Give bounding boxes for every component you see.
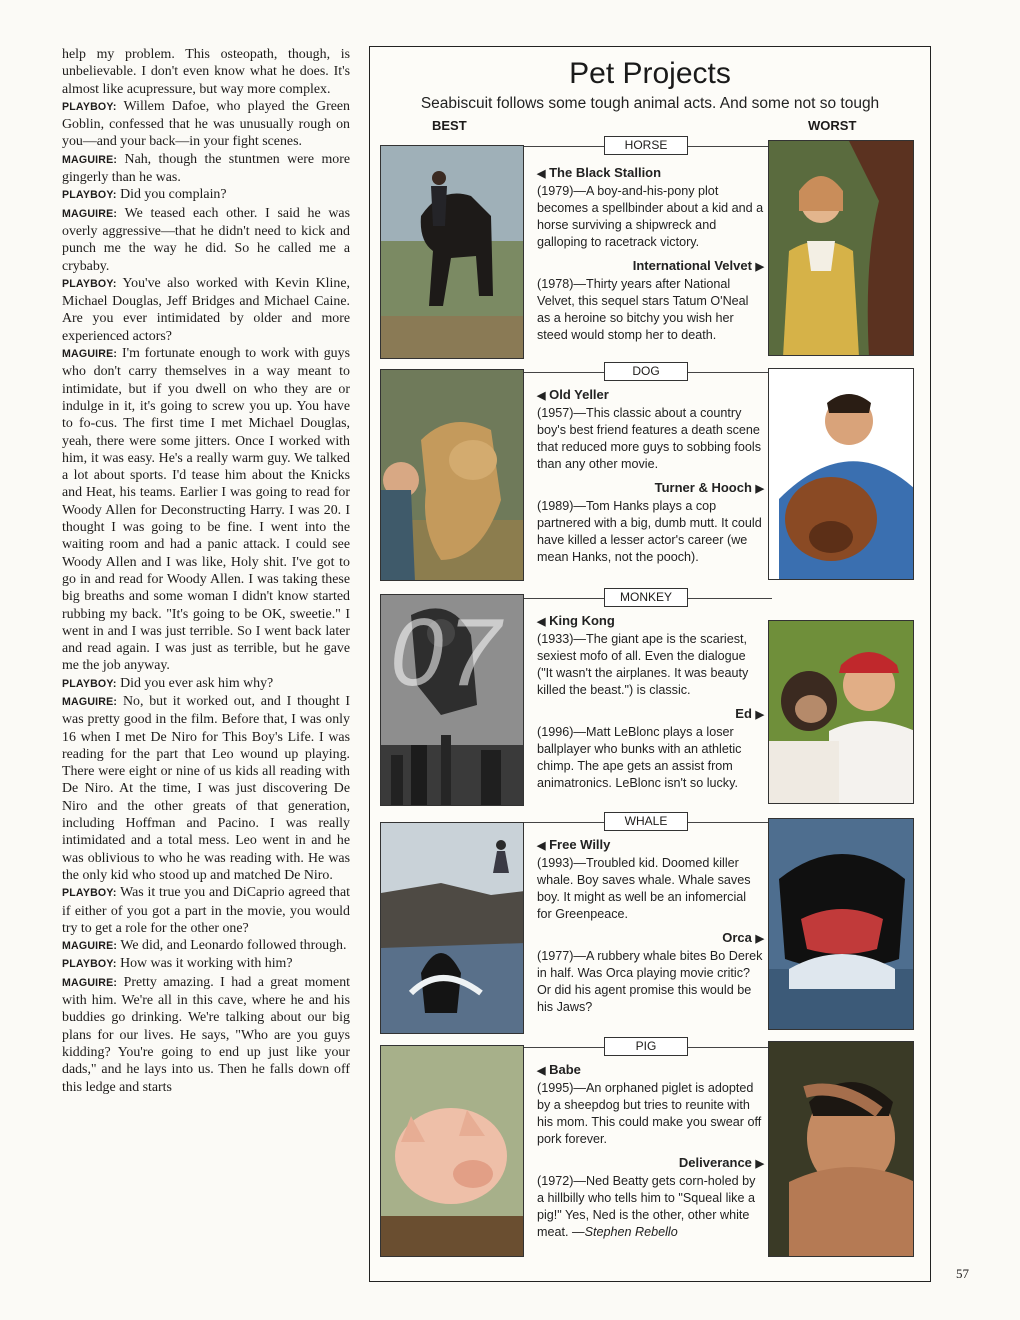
worst-movie-desc: (1972)—Ned Beatty gets corn-holed by a hillbilly who tells him to "Squeal like a pig!" Yes, Ned is the other, other white meat. —Stephen Rebello bbox=[537, 1174, 756, 1239]
left-triangle-icon: ◀ bbox=[537, 616, 546, 628]
section-horse bbox=[370, 136, 930, 358]
best-movie-desc: (1979)—A boy-and-his-pony plot becomes a spellbinder about a kid and a horse surviving a shipwreck and galloping to racetrack victory. bbox=[537, 184, 764, 249]
interview-paragraph: PLAYBOY: You've also worked with Kevin Kline, Michael Douglas, Jeff Bridges and Michael Caine. Are you ever intimidated by older and more experienced actors? bbox=[62, 275, 350, 344]
right-triangle-icon: ▶ bbox=[755, 933, 764, 945]
worst-movie-title: International Velvet ▶ bbox=[632, 258, 764, 273]
worst-movie-title: Orca ▶ bbox=[722, 930, 764, 945]
deliverance-photo bbox=[768, 1041, 914, 1257]
speaker-label: MAGUIRE: bbox=[62, 153, 118, 166]
photo-image bbox=[769, 819, 914, 1030]
interview-paragraph: MAGUIRE: No, but it worked out, and I thought I was pretty good in the film. Before that, I was only 16 when I met De Niro for This Boy's Life. I was reading for the part that Leo wound up playing. There were eight or nine of us kids all reading with De Niro. At the time, I was just discovering De Niro and the other greats of that generation, including Hoffman and Pacino. I was really intimidated and a total mess. Leo went in and he was oblivious to who he was reading with. He was the only kid who stood up and matched De Niro. bbox=[62, 693, 350, 883]
right-triangle-icon: ▶ bbox=[755, 261, 764, 273]
sidebar-title: Pet Projects bbox=[569, 57, 731, 90]
left-triangle-icon: ◀ bbox=[537, 840, 546, 852]
photo-image bbox=[769, 1042, 914, 1257]
best-label: BEST bbox=[432, 118, 467, 133]
section-whale bbox=[370, 812, 930, 1034]
left-triangle-icon: ◀ bbox=[537, 1065, 546, 1077]
interview-paragraph: MAGUIRE: I'm fortunate enough to work with guys who don't carry themselves in a way meant to intimidate, but if you dwell on who they are or indulge in it, it's going to screw you up. You have to fo-cus. The first time I met Michael Douglas, yeah, there were some jitters. Once I worked with him, it was easy. He's a really warm guy. We talked a lot about sports. I'd tease him about the Knicks and Heat, his teams. Earlier I was going to read for Woody Allen for Deconstructing Harry. I was 20. I thought I was going to be fine. I went into the waiting room and had a panic attack. I could see Woody Allen and I was like, Holy shit. I've got to go in and read for Woody Allen. I was taking these big breaths and some woman I didn't know started rubbing my back. "It's going to be OK, sweetie." I went in and I was just terrible. So I went back later and read again. I was just as terrible, but he gave me the job anyway. bbox=[62, 346, 350, 674]
best-movie-desc: (1957)—This classic about a country boy's best friend features a death scene that reduced more guys to sobbing fools than any other movie. bbox=[537, 406, 762, 471]
interview-paragraph: PLAYBOY: Willem Dafoe, who played the Green Goblin, confessed that he was unusually rough on you—and your back—in your fight scenes. bbox=[62, 98, 350, 150]
orca-photo bbox=[768, 818, 914, 1030]
interview-paragraph: help my problem. This osteopath, though, is unbelievable. I don't even know what he does. It's almost like acupressure, but way more complex. bbox=[62, 47, 350, 97]
speaker-label: MAGUIRE: bbox=[62, 695, 118, 708]
photo-image bbox=[381, 1046, 524, 1257]
left-triangle-icon: ◀ bbox=[537, 390, 546, 402]
right-triangle-icon: ▶ bbox=[755, 709, 764, 721]
best-movie-title: ◀ Babe bbox=[537, 1062, 581, 1077]
speaker-label: PLAYBOY: bbox=[62, 277, 117, 290]
photo-image bbox=[769, 369, 914, 580]
speaker-label: PLAYBOY: bbox=[62, 189, 117, 202]
photo-image bbox=[381, 823, 524, 1034]
right-triangle-icon: ▶ bbox=[755, 483, 764, 495]
international-velvet-photo bbox=[768, 140, 914, 356]
free-willy-photo bbox=[380, 822, 524, 1034]
section-tag: MONKEY bbox=[604, 588, 688, 607]
best-movie-desc: (1993)—Troubled kid. Doomed killer whale. Boy saves whale. Whale saves boy. It might as well be an infomercial for Greenpeace. bbox=[537, 856, 751, 921]
horse-text bbox=[537, 164, 764, 344]
section-tag: WHALE bbox=[604, 812, 688, 831]
interview-column bbox=[62, 46, 350, 1096]
interview-paragraph: MAGUIRE: Nah, though the stuntmen were more gingerly than he was. bbox=[62, 151, 350, 186]
best-movie-title: ◀ The Black Stallion bbox=[537, 165, 662, 180]
section-tag: HORSE bbox=[604, 136, 688, 155]
watermark: 07 bbox=[390, 599, 505, 706]
worst-movie-desc: (1989)—Tom Hanks plays a cop partnered with a big, dumb mutt. It could have killed a lesser actor's career (we mean Hanks, not the pooch). bbox=[537, 499, 762, 564]
speaker-label: PLAYBOY: bbox=[62, 100, 117, 113]
interview-paragraph: PLAYBOY: Did you ever ask him why? bbox=[62, 675, 274, 691]
best-movie-desc: (1995)—An orphaned piglet is adopted by a sheepdog but tries to reunite with his mom. This could make you swear off pork forever. bbox=[537, 1081, 762, 1146]
photo-image bbox=[769, 621, 914, 804]
interview-paragraph: MAGUIRE: We teased each other. I said he was overly aggressive—that he didn't need to kick and punch me the way he did. So he called me a crybaby. bbox=[62, 205, 350, 274]
speaker-label: MAGUIRE: bbox=[62, 940, 118, 953]
section-tag: DOG bbox=[604, 362, 688, 381]
best-movie-title: ◀ King Kong bbox=[537, 613, 615, 628]
photo-image bbox=[381, 370, 524, 581]
speaker-label: PLAYBOY: bbox=[62, 887, 117, 900]
interview-paragraph: MAGUIRE: Pretty amazing. I had a great moment with him. We're all in this cave, where he and his buddies go drinking. We're talking about our big plans for our lives. He says, "Who are you guys kidding? You're going to end up just like your dads," and he lays into us. Then he falls down off this ledge and starts bbox=[62, 974, 350, 1095]
right-triangle-icon: ▶ bbox=[755, 1158, 764, 1170]
whale-text bbox=[537, 836, 764, 1016]
pig-text bbox=[537, 1061, 764, 1241]
ed-photo bbox=[768, 620, 914, 804]
speaker-label: PLAYBOY: bbox=[62, 677, 117, 690]
interview-paragraph: PLAYBOY: How was it working with him? bbox=[62, 956, 293, 972]
interview-paragraph: PLAYBOY: Did you complain? bbox=[62, 187, 227, 203]
worst-movie-desc: (1978)—Thirty years after National Velvet, this sequel stars Tatum O'Neal as a heroine so bitchy you wish her steed would stomp her to death. bbox=[537, 277, 749, 342]
sidebar-subtitle: Seabiscuit follows some tough animal acts. And some not so tough bbox=[420, 95, 880, 112]
section-dog bbox=[370, 362, 930, 584]
worst-movie-title: Ed ▶ bbox=[735, 706, 764, 721]
worst-movie-title: Turner & Hooch ▶ bbox=[654, 480, 764, 495]
turner-hooch-photo bbox=[768, 368, 914, 580]
worst-label: WORST bbox=[808, 118, 857, 133]
dog-text bbox=[537, 386, 764, 566]
worst-movie-title: Deliverance ▶ bbox=[678, 1155, 764, 1170]
interview-paragraph: MAGUIRE: We did, and Leonardo followed through. bbox=[62, 938, 347, 954]
black-stallion-photo bbox=[380, 145, 524, 359]
speaker-label: MAGUIRE: bbox=[62, 207, 118, 220]
section-tag: PIG bbox=[604, 1037, 688, 1056]
worst-movie-desc: (1977)—A rubbery whale bites Bo Derek in half. Was Orca playing movie critic? Or did his agent promise this would be his Jaws? bbox=[537, 949, 763, 1014]
babe-photo bbox=[380, 1045, 524, 1257]
interview-paragraph: PLAYBOY: Was it true you and DiCaprio agreed that if either of you got a part in the movie, you would try to get a role for the other one? bbox=[62, 885, 350, 936]
photo-image bbox=[381, 146, 524, 359]
old-yeller-photo bbox=[380, 369, 524, 581]
author-credit: —Stephen Rebello bbox=[572, 1225, 678, 1239]
page-number: 57 bbox=[956, 1266, 969, 1281]
best-movie-desc: (1933)—The giant ape is the scariest, sexiest mofo of all. Even the dialogue ("It wasn't the airplanes. It was beauty killed the beast.") is classic. bbox=[537, 632, 749, 697]
photo-image bbox=[769, 141, 914, 356]
monkey-text bbox=[537, 612, 764, 792]
speaker-label: PLAYBOY: bbox=[62, 958, 117, 971]
worst-movie-desc: (1996)—Matt LeBlonc plays a loser ballplayer who bunks with an athletic chimp. The ape gets an assist from animatronics. LeBlonc isn't so lucky. bbox=[537, 725, 742, 790]
section-pig bbox=[370, 1037, 930, 1259]
left-triangle-icon: ◀ bbox=[537, 168, 546, 180]
best-movie-title: ◀ Free Willy bbox=[537, 837, 611, 852]
best-movie-title: ◀ Old Yeller bbox=[537, 387, 609, 402]
speaker-label: MAGUIRE: bbox=[62, 348, 118, 361]
speaker-label: MAGUIRE: bbox=[62, 976, 118, 989]
